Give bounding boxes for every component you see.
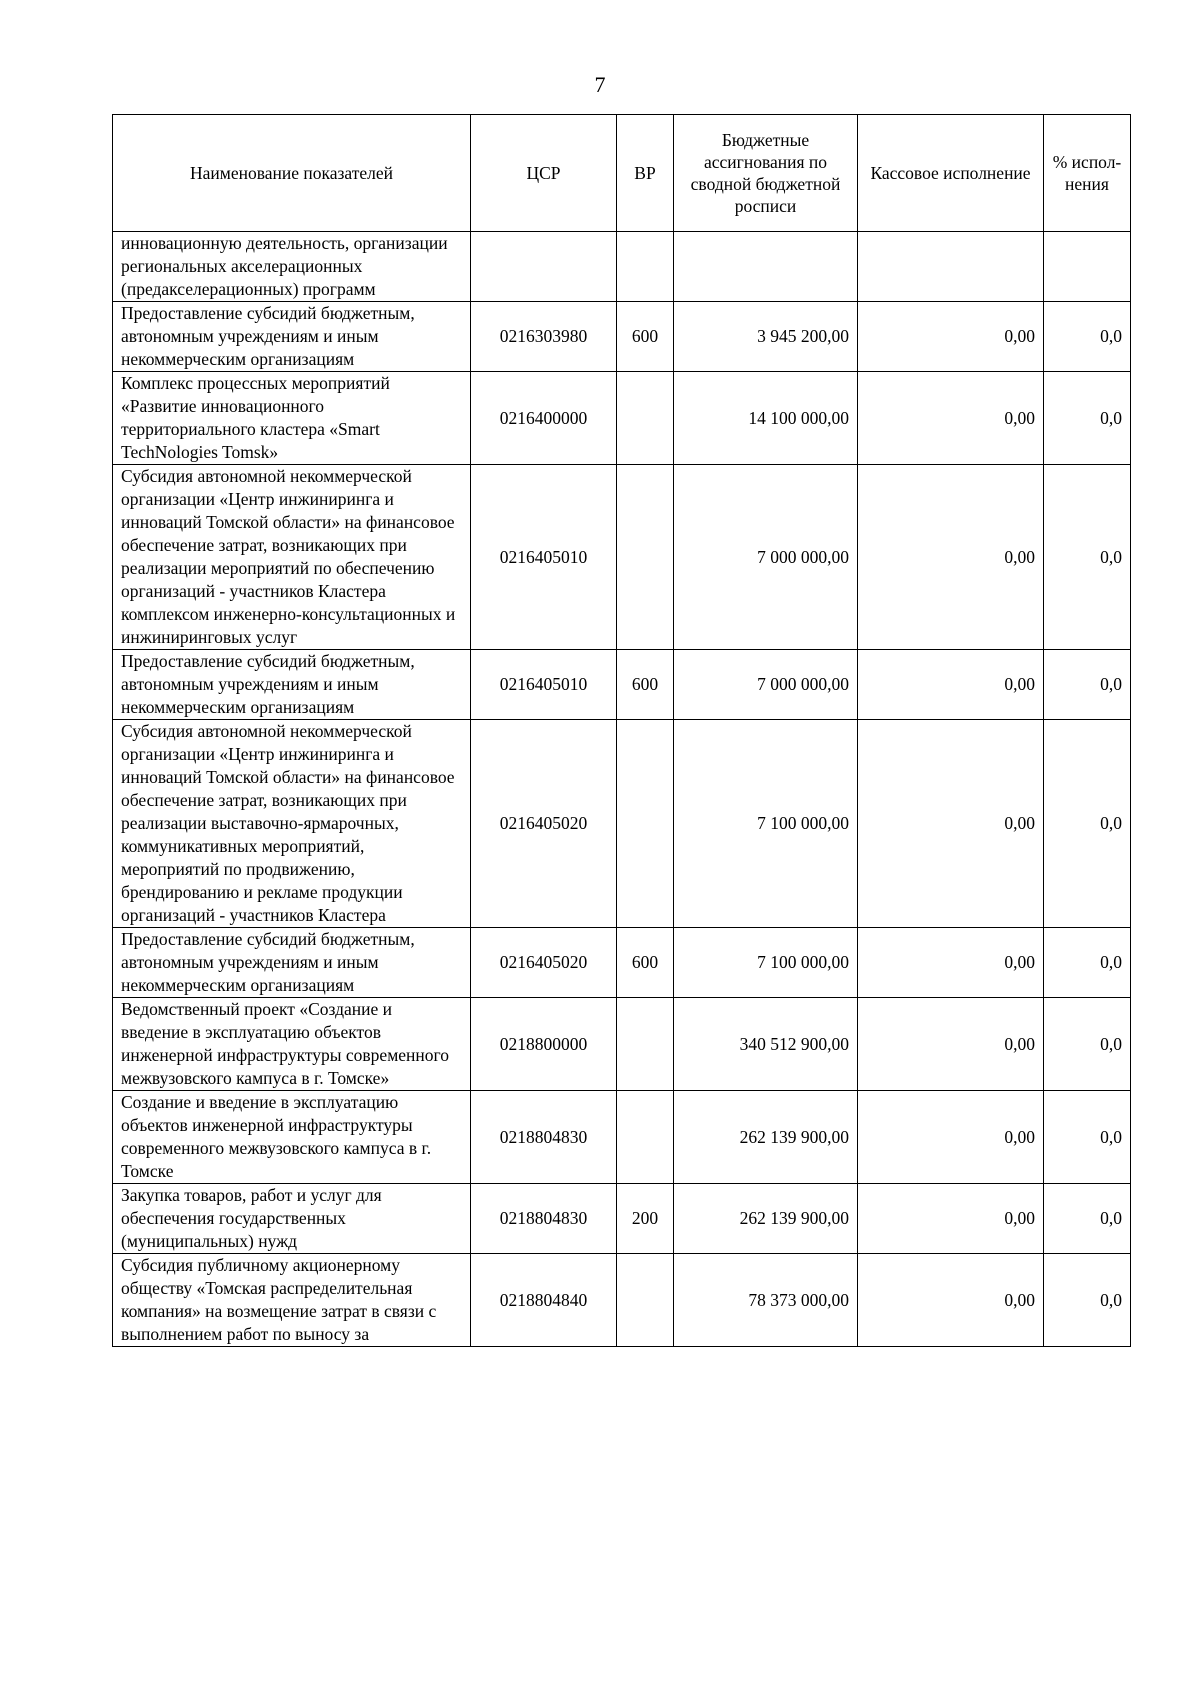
row-name: Предоставление субсидий бюджетным, автономным учреждениям и иным некоммерческим организациям bbox=[113, 650, 471, 720]
row-amount: 3 945 200,00 bbox=[674, 302, 858, 372]
row-csr bbox=[471, 232, 617, 302]
row-cash bbox=[858, 232, 1044, 302]
row-amount: 262 139 900,00 bbox=[674, 1184, 858, 1254]
row-name: инновационную деятельность, организации региональных акселерационных (предакселерационных) программ bbox=[113, 232, 471, 302]
table-row bbox=[113, 465, 1131, 650]
row-csr: 0216405020 bbox=[471, 720, 617, 928]
row-pct: 0,0 bbox=[1044, 302, 1131, 372]
row-cash: 0,00 bbox=[858, 1254, 1044, 1347]
row-vr bbox=[617, 372, 674, 465]
header-vr: ВР bbox=[617, 115, 674, 232]
row-name: Ведомственный проект «Создание и введение в эксплуатацию объектов инженерной инфраструктуры современного межвузовского кампуса в г. Томске» bbox=[113, 998, 471, 1091]
row-csr: 0216405010 bbox=[471, 650, 617, 720]
row-csr: 0218804840 bbox=[471, 1254, 617, 1347]
row-name: Субсидия автономной некоммерческой организации «Центр инжиниринга и инноваций Томской области» на финансовое обеспечение затрат, возникающих при реализации мероприятий по обеспечению организаций - участников Кластера комплексом инженерно-консультационных и инжиниринговых услуг bbox=[113, 465, 471, 650]
row-vr bbox=[617, 1091, 674, 1184]
row-pct: 0,0 bbox=[1044, 372, 1131, 465]
row-name: Предоставление субсидий бюджетным, автономным учреждениям и иным некоммерческим организациям bbox=[113, 302, 471, 372]
row-pct: 0,0 bbox=[1044, 1091, 1131, 1184]
row-pct: 0,0 bbox=[1044, 998, 1131, 1091]
row-csr: 0216303980 bbox=[471, 302, 617, 372]
row-amount bbox=[674, 232, 858, 302]
row-vr: 600 bbox=[617, 650, 674, 720]
header-pct: % испол-нения bbox=[1044, 115, 1131, 232]
row-pct: 0,0 bbox=[1044, 1254, 1131, 1347]
row-pct: 0,0 bbox=[1044, 928, 1131, 998]
row-cash: 0,00 bbox=[858, 465, 1044, 650]
table-row bbox=[113, 1091, 1131, 1184]
row-vr bbox=[617, 232, 674, 302]
header-cash: Кассовое исполнение bbox=[858, 115, 1044, 232]
budget-table bbox=[112, 114, 1131, 1347]
row-pct: 0,0 bbox=[1044, 720, 1131, 928]
row-csr: 0218804830 bbox=[471, 1091, 617, 1184]
row-pct: 0,0 bbox=[1044, 1184, 1131, 1254]
row-cash: 0,00 bbox=[858, 998, 1044, 1091]
row-amount: 262 139 900,00 bbox=[674, 1091, 858, 1184]
row-pct: 0,0 bbox=[1044, 465, 1131, 650]
row-cash: 0,00 bbox=[858, 928, 1044, 998]
table-row bbox=[113, 1254, 1131, 1347]
row-amount: 78 373 000,00 bbox=[674, 1254, 858, 1347]
row-vr bbox=[617, 720, 674, 928]
row-name: Закупка товаров, работ и услуг для обеспечения государственных (муниципальных) нужд bbox=[113, 1184, 471, 1254]
row-csr: 0216405020 bbox=[471, 928, 617, 998]
row-vr bbox=[617, 998, 674, 1091]
row-cash: 0,00 bbox=[858, 1184, 1044, 1254]
row-vr: 200 bbox=[617, 1184, 674, 1254]
row-cash: 0,00 bbox=[858, 302, 1044, 372]
row-csr: 0218804830 bbox=[471, 1184, 617, 1254]
header-budget: Бюджетные ассигнования по сводной бюджетной росписи bbox=[674, 115, 858, 232]
table-row bbox=[113, 1184, 1131, 1254]
header-csr: ЦСР bbox=[471, 115, 617, 232]
table-row bbox=[113, 650, 1131, 720]
table-row bbox=[113, 928, 1131, 998]
table-row bbox=[113, 232, 1131, 302]
row-csr: 0218800000 bbox=[471, 998, 617, 1091]
row-name: Комплекс процессных мероприятий «Развитие инновационного территориального кластера «Smart TechNologies Tomsk» bbox=[113, 372, 471, 465]
row-name: Предоставление субсидий бюджетным, автономным учреждениям и иным некоммерческим организациям bbox=[113, 928, 471, 998]
page-number: 7 bbox=[594, 72, 606, 97]
table-row bbox=[113, 372, 1131, 465]
row-cash: 0,00 bbox=[858, 1091, 1044, 1184]
row-vr bbox=[617, 465, 674, 650]
row-pct: 0,0 bbox=[1044, 650, 1131, 720]
row-amount: 14 100 000,00 bbox=[674, 372, 858, 465]
header-name: Наименование показателей bbox=[113, 115, 471, 232]
row-amount: 7 100 000,00 bbox=[674, 720, 858, 928]
row-name: Субсидия публичному акционерному обществу «Томская распределительная компания» на возмещение затрат в связи с выполнением работ по выносу за bbox=[113, 1254, 471, 1347]
table-row bbox=[113, 998, 1131, 1091]
row-name: Субсидия автономной некоммерческой организации «Центр инжиниринга и инноваций Томской области» на финансовое обеспечение затрат, возникающих при реализации выставочно-ярмарочных, коммуникативных мероприятий, мероприятий по продвижению, брендированию и рекламе продукции организаций - участников Кластера bbox=[113, 720, 471, 928]
row-amount: 340 512 900,00 bbox=[674, 998, 858, 1091]
table-header-row bbox=[113, 115, 1131, 232]
row-cash: 0,00 bbox=[858, 650, 1044, 720]
row-csr: 0216400000 bbox=[471, 372, 617, 465]
row-vr bbox=[617, 1254, 674, 1347]
row-name: Создание и введение в эксплуатацию объектов инженерной инфраструктуры современного межвузовского кампуса в г. Томске bbox=[113, 1091, 471, 1184]
row-cash: 0,00 bbox=[858, 372, 1044, 465]
row-vr: 600 bbox=[617, 302, 674, 372]
table-row bbox=[113, 302, 1131, 372]
row-amount: 7 000 000,00 bbox=[674, 465, 858, 650]
row-pct bbox=[1044, 232, 1131, 302]
table-row bbox=[113, 720, 1131, 928]
row-csr: 0216405010 bbox=[471, 465, 617, 650]
row-amount: 7 000 000,00 bbox=[674, 650, 858, 720]
row-cash: 0,00 bbox=[858, 720, 1044, 928]
row-amount: 7 100 000,00 bbox=[674, 928, 858, 998]
row-vr: 600 bbox=[617, 928, 674, 998]
